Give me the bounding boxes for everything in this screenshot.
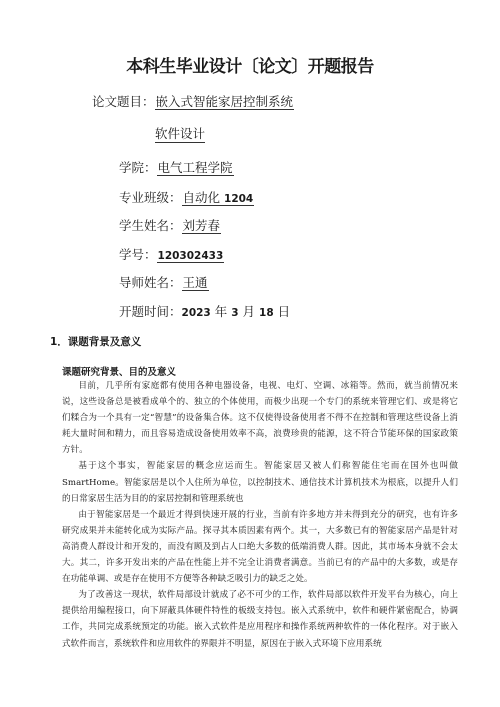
year-unit: 年 [214, 304, 228, 319]
thesis-title-label: 论文题目： [92, 94, 155, 109]
day-unit: 日 [277, 304, 291, 319]
subsection-heading: 课题研究背景、目的及意义 [62, 367, 177, 378]
section-heading: 1．课题背景及意义 [50, 336, 142, 348]
advisor-name-value: 王通 [182, 275, 208, 290]
student-name-value: 刘芳春 [182, 218, 221, 233]
proposal-month: 3 [231, 307, 239, 319]
student-name-label: 学生姓名： [119, 218, 182, 233]
class-number: 1204 [224, 193, 254, 205]
thesis-title-value-line1: 嵌入式智能家居控制系统 [155, 94, 294, 109]
college-value: 电气工程学院 [157, 160, 233, 175]
proposal-year: 2023 [181, 307, 211, 319]
student-id-row [119, 245, 224, 263]
thesis-title-value-line2: 软件设计 [155, 126, 206, 141]
month-unit: 月 [242, 304, 256, 319]
body-text [62, 378, 458, 652]
college-label: 学院： [119, 160, 157, 175]
paragraph: 为了改善这一现状，软件局部设计就成了必不可少的工作，软件局部以软件开发平台为核心，向上提供给用编程接口，向下屏蔽具体硬件特性的板级支持包。嵌入式系统中，软件和硬件紧密配合，协调工作，共同完成系统预定的功能。嵌入式软件是应用程序和操作系统两种软件的一体化程序。对于嵌入式软件而言，系统软件和应用软件的界限并不明显，原因在于嵌入式环境下应用系统 [62, 590, 458, 649]
proposal-date-label: 开题时间： [119, 304, 182, 319]
student-id-label: 学号： [119, 247, 157, 262]
page-title: 本科生毕业设计〔论文〕开题报告 [126, 57, 374, 77]
paragraph: 由于智能家居是一个最近才得到快速开展的行业，当前有许多地方并未得到充分的研究，也有许多研究成果并未能转化成为实际产品。探寻其本质因素有两个。其一，大多数已有的智能家居产品是针对高消费人群设计和开发的，而没有顾及到占人口绝大多数的低端消费人群。因此，其市场本身就不会太大。其二，许多开发出来的产品在性能上并不完全让消费者满意。当前已有的产品中的大多数，或是存在功能单调、或是存在使用不方便等各种缺乏吸引力的缺乏之处。 [62, 509, 458, 585]
major-class-row [119, 188, 254, 206]
advisor-name-label: 导师姓名： [119, 275, 182, 290]
major-name: 自动化 [182, 190, 221, 205]
student-id-value: 120302433 [157, 250, 224, 262]
major-class-value [182, 190, 255, 206]
paragraph: 基于这个事实，智能家居的概念应运而生。智能家居又被人们称智能住宅而在国外也叫做SmartHome。智能家居是以个人住所为单位，以控制技术、通信技术计算机技术为根底，以提升人们的日常家居生活为目的的家居控制和管理系统也 [62, 461, 458, 504]
thesis-title-row [92, 92, 294, 110]
proposal-date-row [119, 302, 290, 320]
paragraph: 目前，几乎所有家庭都有使用各种电器设备，电视、电灯、空调、冰箱等。然而，就当前情况来说，这些设备总是被看成单个的、独立的个体使用，而极少出现一个专门的系统来管理它们、或是将它们糅合为一个具有一定“智慧”的设备集合体。这不仅使得设备使用者不得不在控制和管理这些设备上消耗大量时间和精力，而且容易造成设备使用效率不高，浪费珍贵的能源，这不符合节能环保的国家政策方针。 [62, 381, 458, 456]
advisor-name-row [119, 273, 209, 291]
college-row [119, 158, 234, 176]
proposal-day: 18 [259, 307, 274, 319]
student-name-row [119, 216, 221, 234]
major-class-label: 专业班级： [119, 190, 182, 205]
